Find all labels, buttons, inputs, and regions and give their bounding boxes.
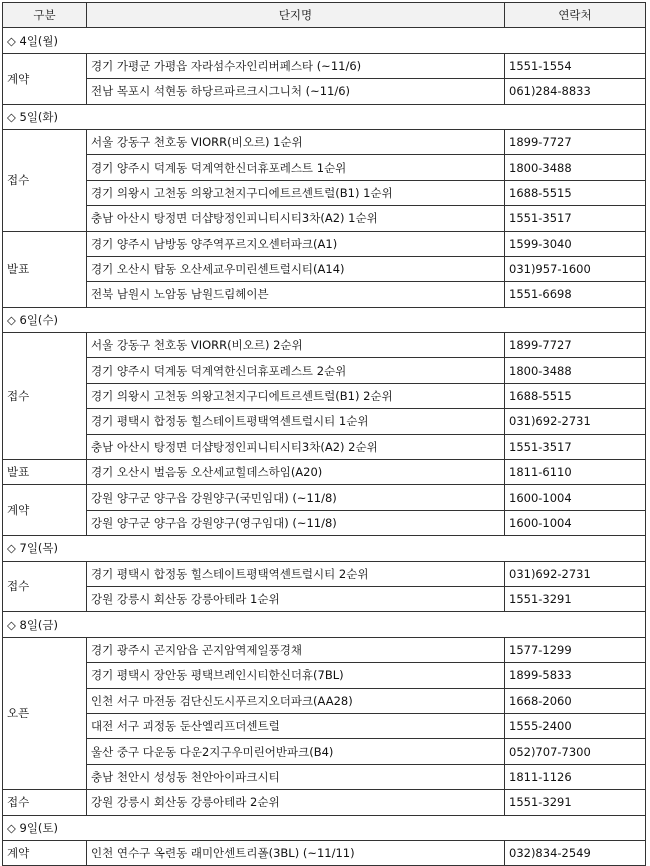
table-row: [3, 180, 646, 205]
contact-cell: 052)707-7300: [505, 739, 646, 764]
complex-name-cell: 경기 광주시 곤지암읍 곤지암역제일풍경채: [87, 637, 505, 662]
contact-cell: 1668-2060: [505, 688, 646, 713]
table-row: [3, 409, 646, 434]
table-row: [3, 155, 646, 180]
table-row: [3, 663, 646, 688]
header-row: [3, 3, 646, 28]
complex-name-cell: 강원 양구군 양구읍 강원양구(국민임대) (~11/8): [87, 485, 505, 510]
complex-name-cell: 울산 중구 다운동 다운2지구우미린어반파크(B4): [87, 739, 505, 764]
complex-name-cell: 경기 양주시 덕계동 덕계역한신더휴포레스트 1순위: [87, 155, 505, 180]
day-header-row: [3, 536, 646, 561]
complex-name-cell: 경기 오산시 벌음동 오산세교힐데스하임(A20): [87, 460, 505, 485]
header-category: 구분: [3, 3, 87, 28]
complex-name-cell: 충남 천안시 성성동 천안아이파크시티: [87, 764, 505, 789]
contact-cell: 1899-7727: [505, 129, 646, 154]
day-label: ◇ 8일(금): [3, 612, 646, 637]
complex-name-cell: 전남 목포시 석현동 하당르파르크시그니처 (~11/6): [87, 79, 505, 104]
complex-name-cell: 경기 가평군 가평읍 자라섬수자인리버페스타 (~11/6): [87, 53, 505, 78]
complex-name-cell: 경기 평택시 장안동 평택브레인시티한신더휴(7BL): [87, 663, 505, 688]
contact-cell: 1577-1299: [505, 637, 646, 662]
complex-name-cell: 충남 아산시 탕정면 더샵탕정인피니티시티3차(A2) 2순위: [87, 434, 505, 459]
category-cell: 발표: [3, 231, 87, 307]
complex-name-cell: 서울 강동구 천호동 VIORR(비오르) 2순위: [87, 333, 505, 358]
category-cell: 발표: [3, 460, 87, 485]
contact-cell: 1555-2400: [505, 713, 646, 738]
table-row: [3, 586, 646, 611]
table-row: [3, 206, 646, 231]
complex-name-cell: 강원 강릉시 회산동 강릉아테라 1순위: [87, 586, 505, 611]
day-header-row: [3, 612, 646, 637]
day-header-row: [3, 307, 646, 332]
table-row: [3, 713, 646, 738]
complex-name-cell: 충남 아산시 탕정면 더샵탕정인피니티시티3차(A2) 1순위: [87, 206, 505, 231]
contact-cell: 1800-3488: [505, 358, 646, 383]
contact-cell: 1899-5833: [505, 663, 646, 688]
contact-cell: 1899-7727: [505, 333, 646, 358]
table-body: [3, 28, 646, 866]
day-header-row: [3, 104, 646, 129]
table-row: [3, 790, 646, 815]
complex-name-cell: 경기 의왕시 고천동 의왕고천지구디에트르센트럴(B1) 2순위: [87, 383, 505, 408]
complex-name-cell: 강원 양구군 양구읍 강원양구(영구임대) (~11/8): [87, 510, 505, 535]
header-contact: 연락처: [505, 3, 646, 28]
header-complex-name: 단지명: [87, 3, 505, 28]
table-row: [3, 333, 646, 358]
day-label: ◇ 4일(월): [3, 28, 646, 53]
table-row: [3, 383, 646, 408]
complex-name-cell: 경기 의왕시 고천동 의왕고천지구디에트르센트럴(B1) 1순위: [87, 180, 505, 205]
table-row: [3, 764, 646, 789]
complex-name-cell: 강원 강릉시 회산동 강릉아테라 2순위: [87, 790, 505, 815]
contact-cell: 1688-5515: [505, 180, 646, 205]
category-cell: 접수: [3, 129, 87, 231]
table-row: [3, 53, 646, 78]
table-row: [3, 79, 646, 104]
day-label: ◇ 5일(화): [3, 104, 646, 129]
table-row: [3, 637, 646, 662]
table-row: [3, 129, 646, 154]
contact-cell: 1811-1126: [505, 764, 646, 789]
contact-cell: 1599-3040: [505, 231, 646, 256]
schedule-table: [2, 2, 646, 866]
day-header-row: [3, 28, 646, 53]
complex-name-cell: 경기 양주시 남방동 양주역푸르지오센터파크(A1): [87, 231, 505, 256]
contact-cell: 1551-1554: [505, 53, 646, 78]
complex-name-cell: 경기 양주시 덕계동 덕계역한신더휴포레스트 2순위: [87, 358, 505, 383]
contact-cell: 1811-6110: [505, 460, 646, 485]
category-cell: 계약: [3, 840, 87, 865]
complex-name-cell: 인천 연수구 옥련동 래미안센트리폴(3BL) (~11/11): [87, 840, 505, 865]
contact-cell: 1800-3488: [505, 155, 646, 180]
category-cell: 계약: [3, 53, 87, 104]
contact-cell: 1551-3517: [505, 206, 646, 231]
contact-cell: 1551-3517: [505, 434, 646, 459]
complex-name-cell: 경기 평택시 합정동 힐스테이트평택역센트럴시티 2순위: [87, 561, 505, 586]
table-row: [3, 358, 646, 383]
complex-name-cell: 경기 오산시 탑동 오산세교우미린센트럴시티(A14): [87, 256, 505, 281]
contact-cell: 031)957-1600: [505, 256, 646, 281]
day-label: ◇ 6일(수): [3, 307, 646, 332]
contact-cell: 1600-1004: [505, 510, 646, 535]
table-row: [3, 231, 646, 256]
category-cell: 접수: [3, 561, 87, 612]
contact-cell: 1688-5515: [505, 383, 646, 408]
contact-cell: 1600-1004: [505, 485, 646, 510]
contact-cell: 031)692-2731: [505, 561, 646, 586]
category-cell: 접수: [3, 333, 87, 460]
contact-cell: 1551-3291: [505, 790, 646, 815]
complex-name-cell: 경기 평택시 합정동 힐스테이트평택역센트럴시티 1순위: [87, 409, 505, 434]
contact-cell: 031)692-2731: [505, 409, 646, 434]
category-cell: 접수: [3, 790, 87, 815]
table-row: [3, 460, 646, 485]
table-header: [3, 3, 646, 28]
day-header-row: [3, 815, 646, 840]
complex-name-cell: 전북 남원시 노암동 남원드림헤이븐: [87, 282, 505, 307]
complex-name-cell: 서울 강동구 천호동 VIORR(비오르) 1순위: [87, 129, 505, 154]
day-label: ◇ 7일(목): [3, 536, 646, 561]
contact-cell: 1551-3291: [505, 586, 646, 611]
contact-cell: 032)834-2549: [505, 840, 646, 865]
table-row: [3, 688, 646, 713]
table-row: [3, 561, 646, 586]
contact-cell: 061)284-8833: [505, 79, 646, 104]
table-row: [3, 434, 646, 459]
table-row: [3, 485, 646, 510]
complex-name-cell: 인천 서구 마전동 검단신도시푸르지오더파크(AA28): [87, 688, 505, 713]
contact-cell: 1551-6698: [505, 282, 646, 307]
table-row: [3, 256, 646, 281]
table-row: [3, 282, 646, 307]
table-row: [3, 510, 646, 535]
table-row: [3, 739, 646, 764]
complex-name-cell: 대전 서구 괴정동 둔산엘리프더센트럴: [87, 713, 505, 738]
category-cell: 계약: [3, 485, 87, 536]
category-cell: 오픈: [3, 637, 87, 789]
table-row: [3, 840, 646, 865]
day-label: ◇ 9일(토): [3, 815, 646, 840]
